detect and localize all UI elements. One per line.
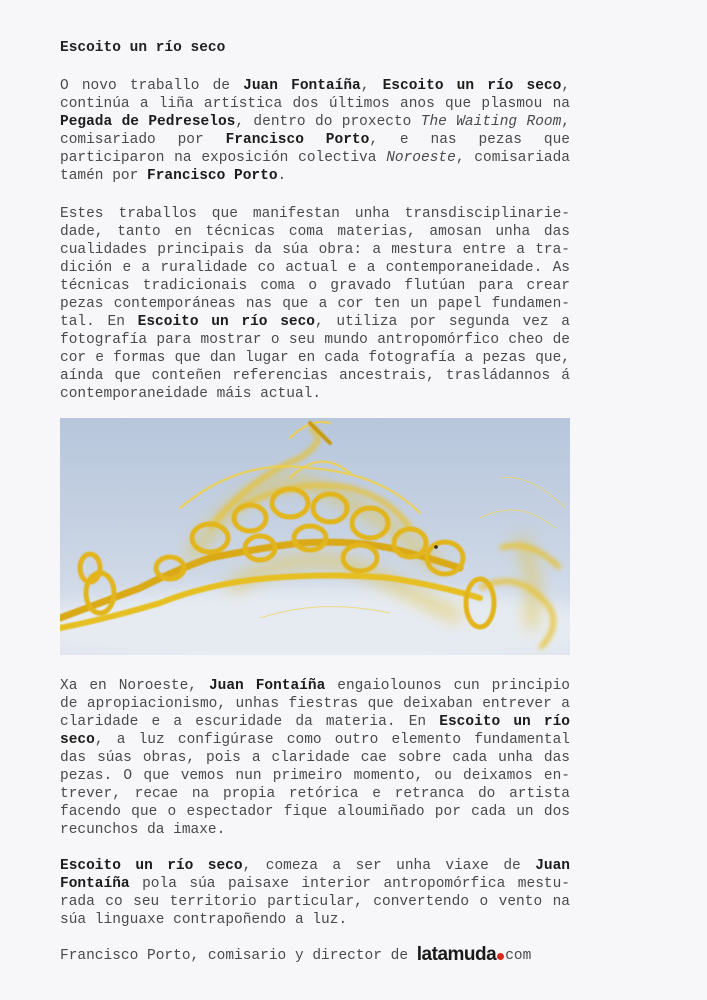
work-title: Escoito un río seco [60, 858, 243, 874]
latamuda-logo[interactable]: latamuda [416, 944, 497, 965]
paragraph-1: O novo traballo de Juan Fontaíña, Escoito un río seco, continúa a liña artística dos últimos anos que plasmou na Pegada de Pedreselos, dentro do proxecto The Waiting Room, comisariado por Francisco Porto, e nas pezas que participaron na exposición colectiva Noroeste, comisariada tamén por Francisco Porto. [60, 78, 571, 184]
project-name: Pegada de Pedreselos [60, 114, 236, 130]
curator-name: Francisco Porto [147, 168, 278, 184]
page-title: Escoito un río seco [60, 40, 226, 56]
crochet-yarn-photo [60, 418, 570, 655]
brand-domain-suffix: com [505, 948, 532, 964]
curator-name: Francisco Porto [225, 132, 370, 148]
signature-line: Francisco Porto, comisario y director de latamuda com [60, 944, 532, 965]
work-title: Escoito un río seco [382, 78, 562, 94]
work-title: Escoito un río seco [137, 314, 315, 330]
artist-name: Juan Fontaíña [208, 678, 326, 694]
artwork-photo [60, 418, 570, 655]
work-title: Escoito un río seco [60, 714, 570, 748]
paragraph-4: Escoito un río seco, comeza a ser unha viaxe de Juan Fontaíña pola súa paisaxe interior antropomórfica mesturada co seu territorio particular, convertendo o vento na súa linguaxe contrapoñendo a luz. [60, 858, 571, 928]
project-title: The Waiting Room [420, 114, 562, 130]
brand-dot-icon [497, 953, 504, 960]
exhibition-title: Noroeste [386, 150, 456, 166]
artist-name: Juan Fontaíña [243, 78, 361, 94]
paragraph-3: Xa en Noroeste, Juan Fontaíña engaiolounos cun principio de apropiacionismo, unhas fiestras que deixaban entrever a claridade e a escuridade da materia. En Escoito un río seco, a luz configúrase como outro elemento fundamental das súas obras, pois a claridade cae sobre cada unha das pezas. O que vemos nun primeiro momento, ou deixamos entrever, recae na propia retórica e retranca do artista facendo que o espectador fique aloumiñado por cada un dos recunchos da imaxe. [60, 678, 570, 838]
artist-name: Juan Fontaíña [60, 858, 571, 892]
paragraph-2: Estes traballos que manifestan unha transdisciplinariedade, tanto en técnicas coma materias, amosan unha das cualidades principais da súa obra: a mestura entre a tradición e a ruralidade co actual e a contemporaneidade. As técnicas tradicionais coma o gravado flutúan para crear pezas contemporáneas nas que a cor ten un papel fundamental. En Escoito un río seco, utiliza por segunda vez a fotografía para mostrar o seu mundo antropomórfico cheo de cor e formas que dan lugar en cada fotografía a pezas que, aínda que conteñen referencias ancestrais, trasládannos á contemporaneidade máis actual. [60, 206, 570, 402]
